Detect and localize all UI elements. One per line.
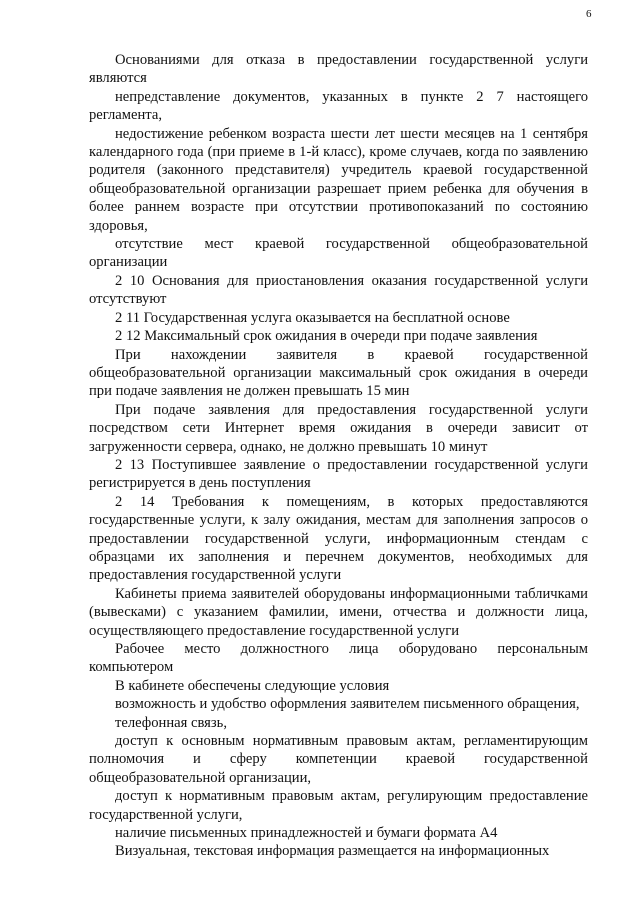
paragraph: доступ к нормативным правовым актам, регулирующим предоставление государственной услуги, xyxy=(89,788,588,823)
paragraph: наличие письменных принадлежностей и бумаги формата А4 xyxy=(115,825,498,842)
paragraph: При подаче заявления для предоставления государственной услуги посредством сети Интернет время ожидания в очереди зависит от загруженности сервера, однако, не должно превышать 10 минут xyxy=(89,401,588,455)
paragraph: 2 10 Основания для приостановления оказания государственной услуги отсутствуют xyxy=(89,272,588,308)
page-number: 6 xyxy=(586,8,592,20)
paragraph: 2 13 Поступившее заявление о предоставлении государственной услуги регистрируется в день поступления xyxy=(89,456,588,492)
paragraph: Рабочее место должностного лица оборудовано персональным компьютером xyxy=(89,641,588,676)
paragraph: недостижение ребенком возраста шести лет шести месяцев на 1 сентября календарного года (при приеме в 1-й класс), кроме случаев, когда по заявлению родителя (законного представителя) учредитель краевой государственной общеобразовательной организации разрешает прием ребенка для обучения в более раннем возрасте при отсутствии противопоказаний по состоянию здоровья, xyxy=(89,125,588,234)
paragraph: Кабинеты приема заявителей оборудованы информационными табличками (вывесками) с указанием фамилии, имени, отчества и должности лица, осуществляющего предоставление государственной услуги xyxy=(89,585,588,639)
paragraph: телефонная связь, xyxy=(115,714,227,731)
paragraph: Основаниями для отказа в предоставлении государственной услуги являются xyxy=(89,52,588,87)
paragraph: 2 11 Государственная услуга оказывается на бесплатной основе xyxy=(115,309,510,326)
document-body xyxy=(89,51,588,861)
paragraph: При нахождении заявителя в краевой государственной общеобразовательной организации максимальный срок ожидания в очереди при подаче заявления не должен превышать 15 мин xyxy=(89,346,588,400)
paragraph: В кабинете обеспечены следующие условия xyxy=(115,677,390,694)
paragraph: доступ к основным нормативным правовым актам, регламентирующим полномочия и сферу компетенции краевой государственной общеобразовательной организации, xyxy=(89,733,588,786)
paragraph: непредставление документов, указанных в пункте 2 7 настоящего регламента, xyxy=(89,88,588,124)
paragraph: Визуальная, текстовая информация размещается на информационных xyxy=(115,843,550,860)
paragraph: 2 14 Требования к помещениям, в которых предоставляются государственные услуги, к залу ожидания, местам для заполнения запросов о предоставлении государственной услуги, информационным стендам с образцами их заполнения и перечнем документов, необходимых для предоставления государственной услуги xyxy=(89,493,588,584)
paragraph: 2 12 Максимальный срок ожидания в очереди при подаче заявления xyxy=(115,328,538,345)
paragraph: возможность и удобство оформления заявителем письменного обращения, xyxy=(115,696,580,713)
paragraph: отсутствие мест краевой государственной общеобразовательной организации xyxy=(89,236,588,271)
